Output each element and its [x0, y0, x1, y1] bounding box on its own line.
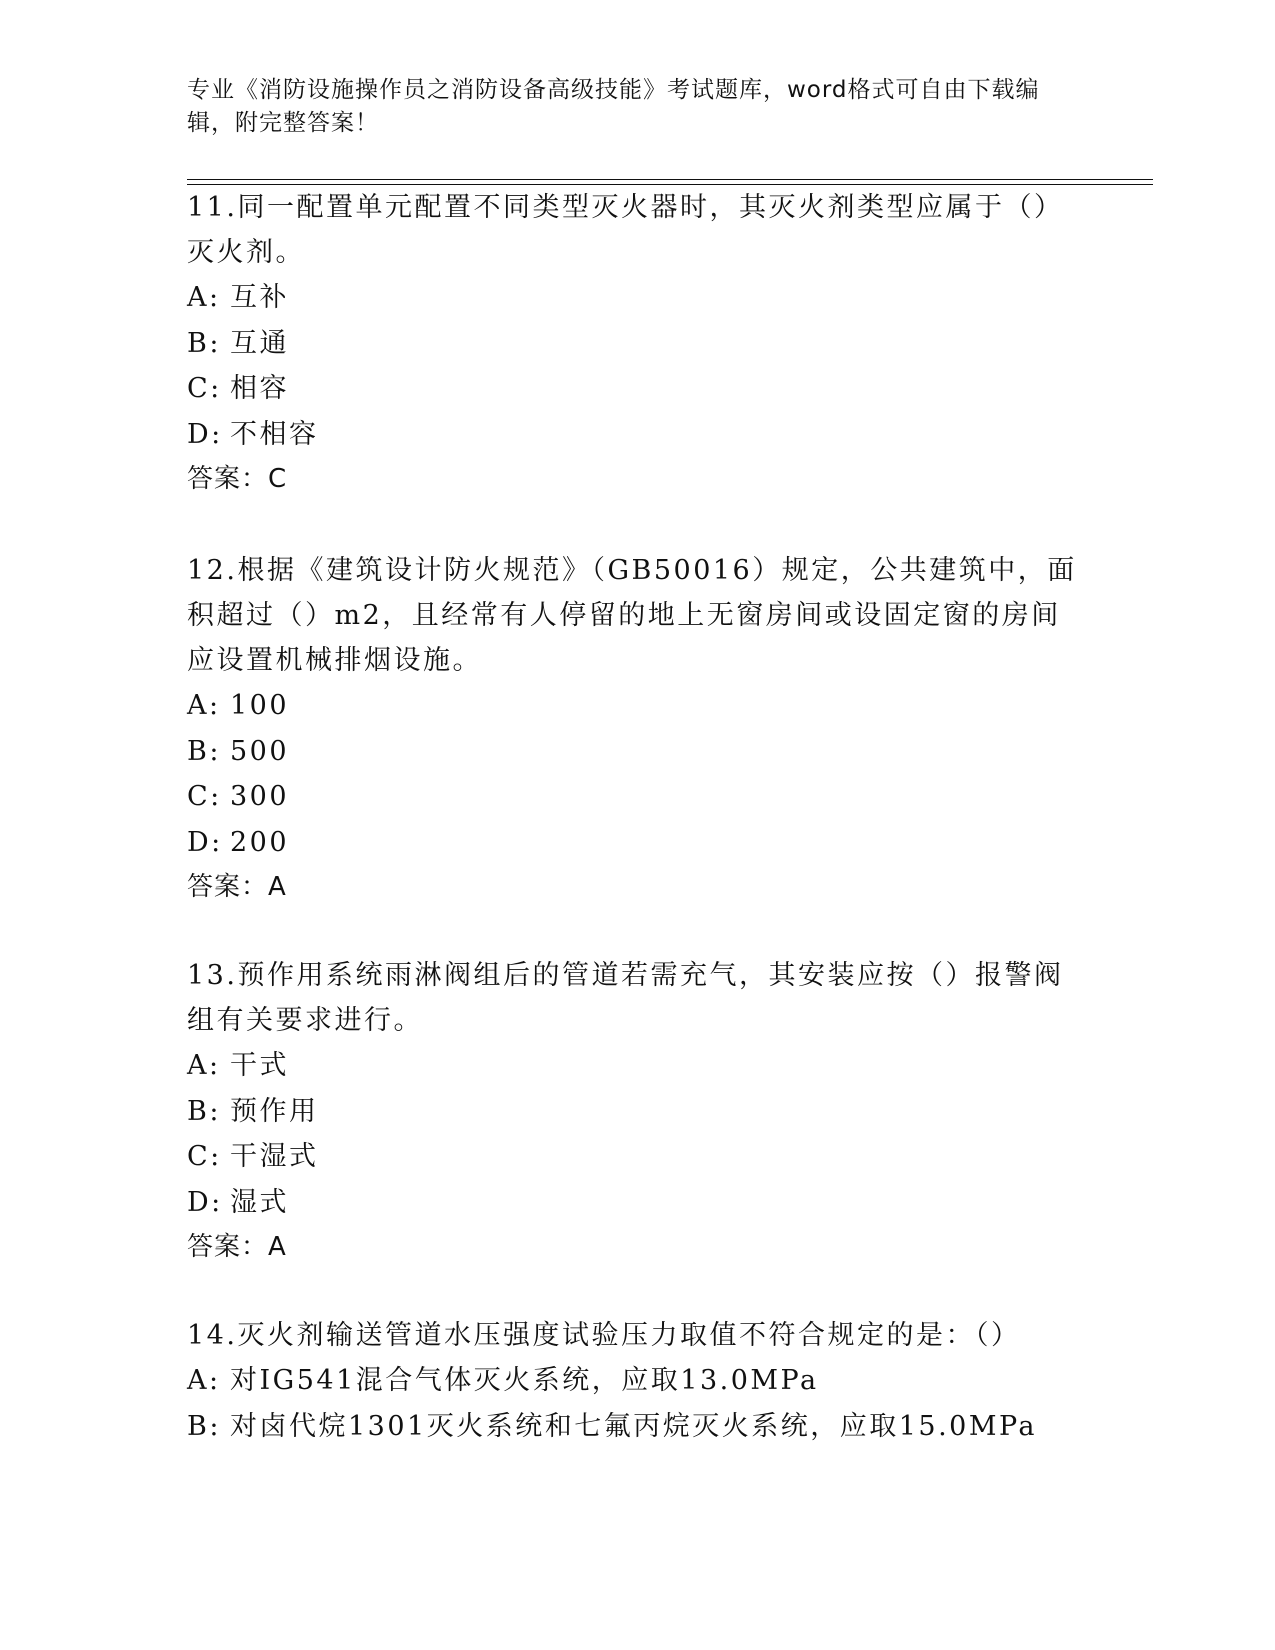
option-text: 湿式	[230, 1186, 289, 1218]
option-c	[187, 1134, 1077, 1180]
option-letter: C:	[187, 781, 222, 812]
option-a	[187, 1043, 1077, 1089]
option-a	[187, 275, 1077, 321]
option-letter: D:	[187, 826, 223, 858]
option-text: 对卤代烷1301灭火系统和七氟丙烷灭火系统，应取15.0MPa	[230, 1410, 1038, 1442]
question-stem: 13.预作用系统雨淋阀组后的管道若需充气，其安装应按（）报警阀组有关要求进行。	[187, 960, 1064, 1036]
option-b	[187, 321, 1077, 367]
option-text: 互补	[230, 282, 289, 313]
option-c	[187, 774, 1077, 820]
header-divider-top	[187, 179, 1153, 180]
option-letter: D:	[187, 418, 223, 450]
document-header: 专业《消防设施操作员之消防设备高级技能》考试题库，word格式可自由下载编辑，附完整答案！	[187, 77, 1040, 136]
option-d	[187, 1180, 1077, 1226]
option-text: 不相容	[230, 418, 319, 450]
option-letter: B:	[187, 1095, 221, 1127]
option-a	[187, 683, 1077, 729]
option-d	[187, 412, 1077, 458]
option-text: 干湿式	[230, 1141, 319, 1172]
option-list	[187, 683, 1077, 865]
option-letter: B:	[187, 327, 221, 359]
option-b	[187, 1089, 1077, 1135]
option-text: 200	[230, 826, 290, 858]
option-letter: A:	[187, 1050, 221, 1081]
question-11	[187, 185, 1077, 502]
option-text: 相容	[230, 373, 289, 404]
option-b	[187, 729, 1077, 775]
option-d	[187, 820, 1077, 866]
option-letter: C:	[187, 373, 222, 404]
option-letter: A:	[187, 282, 221, 313]
option-text: 对IG541混合气体灭火系统，应取13.0MPa	[230, 1365, 819, 1396]
question-12	[187, 548, 1077, 910]
option-text: 干式	[230, 1050, 289, 1081]
question-stem: 12.根据《建筑设计防火规范》（GB50016）规定，公共建筑中，面积超过（）m2，且经常有人停留的地上无窗房间或设固定窗的房间应设置机械排烟设施。	[187, 555, 1077, 676]
option-letter: A:	[187, 1365, 221, 1396]
answer-line: 答案：A	[187, 872, 287, 902]
option-c	[187, 366, 1077, 412]
option-text: 500	[230, 735, 290, 767]
option-b	[187, 1404, 1077, 1450]
answer-line: 答案：A	[187, 1232, 287, 1262]
option-letter: B:	[187, 735, 221, 767]
option-text: 300	[230, 781, 290, 812]
option-text: 100	[230, 690, 290, 721]
option-letter: D:	[187, 1186, 223, 1218]
option-list	[187, 275, 1077, 457]
option-text: 预作用	[230, 1095, 319, 1127]
answer-line: 答案：C	[187, 464, 288, 494]
option-a	[187, 1358, 1077, 1404]
option-letter: C:	[187, 1141, 222, 1172]
option-list	[187, 1358, 1077, 1449]
question-14	[187, 1313, 1077, 1449]
question-13	[187, 953, 1077, 1270]
question-stem: 11.同一配置单元配置不同类型灭火器时，其灭火剂类型应属于（）灭火剂。	[187, 192, 1064, 268]
option-letter: B:	[187, 1410, 221, 1442]
option-text: 互通	[230, 327, 289, 359]
option-list	[187, 1043, 1077, 1225]
question-stem: 14.灭火剂输送管道水压强度试验压力取值不符合规定的是：（）	[187, 1320, 1021, 1351]
option-letter: A:	[187, 690, 221, 721]
